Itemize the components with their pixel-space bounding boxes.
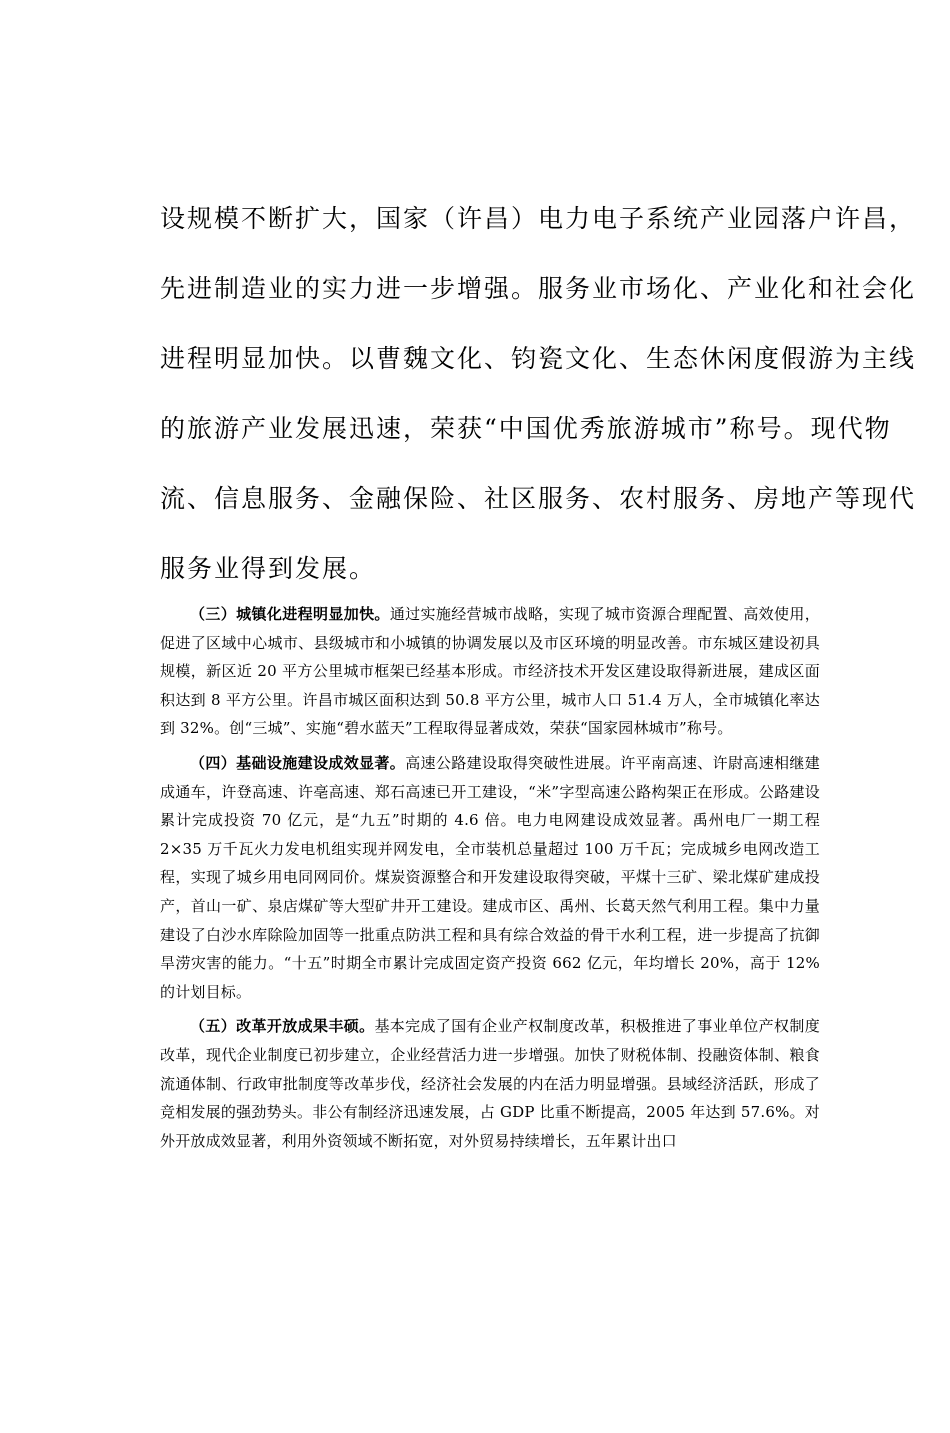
section-heading: （三）城镇化进程明显加快。 [190,605,390,623]
section-infrastructure [160,749,820,1006]
paragraph-line: 服务业得到发展。 [160,554,377,583]
paragraph-line: 先进制造业的实力进一步增强。服务业市场化、产业化和社会化 [160,274,917,303]
section-heading: （五）改革开放成果丰硕。 [190,1017,375,1036]
section-urbanization [160,600,820,743]
section-body: 基本完成了国有企业产权制度改革，积极推进了事业单位产权制度改革，现代企业制度已初步建立，企业经营活力进一步增强。加快了财税体制、投融资体制、粮食流通体制、行政审批制度等改革步伐，经济社会发展的内在活力明显增强。县域经济活跃，形成了竞相发展的强劲势头。非公有制经济迅速发展，占 GDP 比重不断提高，2005 年达到 57.6%。对外开放成效显著，利用外资领域不断拓宽，对外贸易持续增长，五年累计出口 [160,1017,820,1150]
section-body: 高速公路建设取得突破性进展。许平南高速、许尉高速相继建成通车，许登高速、许亳高速、郑石高速已开工建设，“米”字型高速公路构架正在形成。公路建设累计完成投资 70 亿元，是“九五”时期的 4.6 倍。电力电网建设成效显著。禹州电厂一期工程 2×35 万千瓦火力发电机组实现并网发电，全市装机总量超过 100 万千瓦；完成城乡电网改造工程，实现了城乡用电同网同价。煤炭资源整合和开发建设取得突破，平煤十三矿、梁北煤矿建成投产，首山一矿、泉店煤矿等大型矿井开工建设。建成市区、禹州、长葛天然气利用工程。集中力量建设了白沙水库除险加固等一批重点防洪工程和具有综合效益的骨干水利工程，进一步提高了抗御旱涝灾害的能力。“十五”时期全市累计完成固定资产投资 662 亿元，年均增长 20%，高于 12%的计划目标。 [160,753,820,1001]
sections-block [160,600,820,1161]
large-text-paragraph [160,184,917,604]
paragraph-line: 流、信息服务、金融保险、社区服务、农村服务、房地产等现代 [160,484,917,513]
section-heading: （四）基础设施建设成效显著。 [190,753,406,772]
section-reform-opening [160,1012,820,1155]
section-body: 通过实施经营城市战略，实现了城市资源合理配置、高效使用，促进了区域中心城市、县级城市和小城镇的协调发展以及市区环境的明显改善。市东城区建设初具规模，新区近 20 平方公里城市框架已经基本形成。市经济技术开发区建设取得新进展，建成区面积达到 8 平方公里。许昌市城区面积达到 50.8 平方公里，城市人口 51.4 万人，全市城镇化率达到 32%。创“三城”、实施“碧水蓝天”工程取得显著成效，荣获“国家园林城市”称号。 [160,605,820,738]
paragraph-line: 的旅游产业发展迅速，荣获“中国优秀旅游城市”称号。现代物 [160,414,892,443]
paragraph-line: 进程明显加快。以曹魏文化、钧瓷文化、生态休闲度假游为主线 [160,344,917,373]
paragraph-line: 设规模不断扩大，国家（许昌）电力电子系统产业园落户许昌， [160,204,917,233]
